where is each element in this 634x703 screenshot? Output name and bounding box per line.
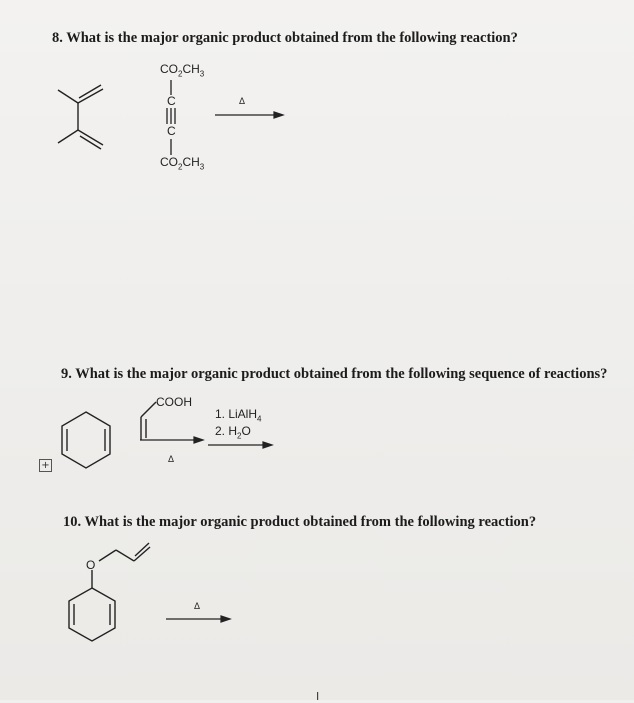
q8-bottom-ester: $CO_2CH_3$	[160, 155, 205, 172]
q8-reaction-arrow	[215, 112, 283, 118]
question-8-text: 8. What is the major organic product obtained from the following reaction?	[52, 30, 518, 46]
q8-top-ester: $CO_2CH_3$	[160, 62, 205, 79]
q8-carbon-1: C	[167, 94, 176, 108]
q9-step1-label: 1. LiAlH$_4$	[215, 407, 262, 424]
q8-heat-label: Δ	[239, 96, 246, 106]
q10-oxygen-label: O	[86, 558, 96, 572]
q10-reaction-arrow	[166, 616, 230, 622]
q9-diene-ring	[62, 412, 110, 468]
q8-diene-structure	[58, 85, 103, 149]
question-9-text: 9. What is the major organic product obtained from the following sequence of reactions?	[61, 366, 608, 382]
q9-step2-label: 2. $H_2O$	[215, 424, 251, 441]
text-cursor-icon: I	[316, 690, 320, 703]
q8-alkyne-structure	[167, 80, 175, 155]
q10-ether-structure	[69, 543, 150, 641]
q9-reaction-arrows	[140, 437, 272, 448]
q10-heat-label: Δ	[194, 601, 201, 611]
plus-box-icon[interactable]: +	[39, 459, 52, 472]
question-10-text: 10. What is the major organic product obtained from the following reaction?	[63, 514, 537, 530]
q9-acrylic-acid	[141, 402, 156, 440]
q9-cooh-label: COOH	[156, 395, 192, 409]
q9-heat-label: Δ	[168, 454, 175, 464]
q8-carbon-2: C	[167, 124, 176, 138]
